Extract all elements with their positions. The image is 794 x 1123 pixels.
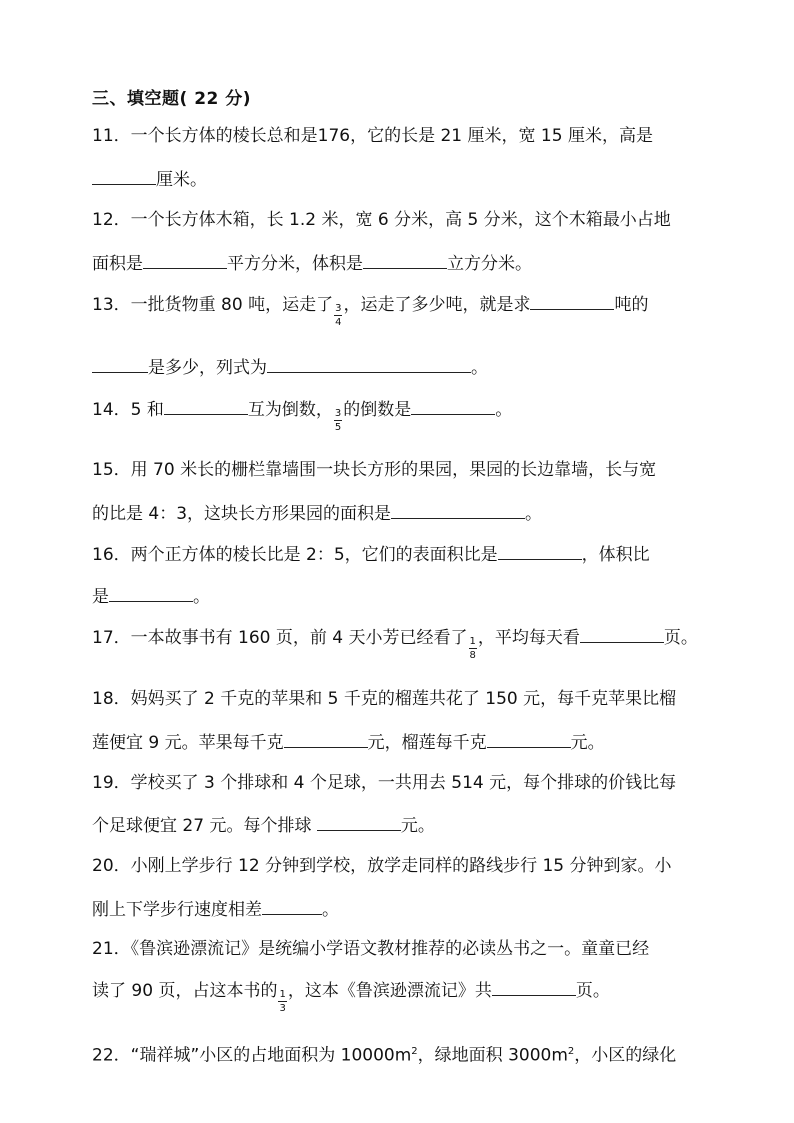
question-19-line-1 [92, 771, 676, 795]
fraction-denominator: 8 [469, 649, 476, 661]
question-20-text-b: 。 [322, 900, 339, 920]
section-title: 三、填空题( 22 分) [92, 89, 252, 109]
answer-blank-16a[interactable] [498, 541, 582, 560]
question-15-line-2 [92, 500, 542, 526]
question-13-text-a: 13．一批货物重 80 吨，运走了 [92, 295, 334, 315]
question-16-line-2 [92, 583, 210, 609]
answer-blank-21[interactable] [492, 977, 576, 996]
question-12-text: 12．一个长方体木箱，长 1.2 米，宽 6 分米，高 5 分米，这个木箱最小占地 [92, 210, 671, 230]
question-13-text-e: 。 [471, 358, 488, 378]
answer-blank-15[interactable] [391, 500, 525, 519]
question-21-line-1 [92, 937, 649, 961]
question-21-text-a: 读了 90 页，占这本书的 [92, 981, 278, 1001]
question-16-line-1 [92, 541, 650, 567]
question-11-text: 11．一个长方体的棱长总和是176，它的长是 21 厘米，宽 15 厘米，高是 [92, 126, 653, 146]
question-12-text-a: 面积是 [92, 254, 143, 274]
question-20-line-2 [92, 896, 339, 922]
question-18-line-2 [92, 729, 605, 755]
question-13-line-1 [92, 291, 649, 328]
question-16-text-a: 16．两个正方体的棱长比是 2：5，它们的表面积比是 [92, 545, 498, 565]
question-12-text-c: 立方分米。 [447, 254, 532, 274]
question-17-text-b: ，平均每天看 [477, 628, 580, 648]
question-15-text-a: 的比是 4：3，这块长方形果园的面积是 [92, 504, 392, 524]
question-20-text-a: 刚上下学步行速度相差 [92, 900, 262, 920]
fraction-1-3 [278, 989, 286, 1014]
answer-blank-18a[interactable] [284, 729, 368, 748]
answer-blank-16b[interactable] [109, 583, 193, 602]
question-11-line-2 [92, 166, 207, 192]
answer-blank-12a[interactable] [143, 250, 227, 269]
fraction-numerator: 1 [469, 635, 476, 647]
fraction-1-8 [469, 636, 477, 661]
question-22-line [92, 1040, 676, 1068]
question-14-text-c: 的倒数是 [343, 400, 412, 420]
answer-blank-13c[interactable] [267, 354, 471, 373]
answer-blank-19[interactable] [317, 812, 401, 831]
fraction-numerator: 1 [279, 988, 286, 1000]
question-14-text-b: 互为倒数， [247, 400, 333, 420]
answer-blank-14b[interactable] [411, 396, 495, 415]
question-21-text-c: 页。 [575, 981, 610, 1001]
answer-blank-13b[interactable] [92, 354, 148, 373]
answer-blank-17[interactable] [580, 624, 664, 643]
fraction-denominator: 4 [335, 316, 342, 328]
fraction-3-4 [334, 303, 342, 328]
question-15-text-b: 。 [525, 504, 543, 524]
question-12-line-1 [92, 208, 671, 232]
question-13-text-d: 是多少，列式为 [148, 358, 267, 378]
question-11-unit: 厘米。 [156, 170, 207, 190]
question-13-line-2 [92, 354, 488, 380]
question-21-text: 21．《鲁滨逊漂流记》是统编小学语文教材推荐的必读丛书之一。童童已经 [92, 939, 650, 959]
question-13-text-b: ，运走了多少吨，就是求 [343, 295, 531, 315]
question-20-line-1 [92, 854, 672, 878]
question-17-text-a: 17．一本故事书有 160 页，前 4 天小芳已经看了 [92, 628, 468, 648]
question-21-line-2 [92, 977, 610, 1014]
question-16-text-b: ，体积比 [581, 545, 650, 565]
question-14-text-a: 14．5 和 [92, 400, 164, 420]
answer-blank-14a[interactable] [164, 396, 248, 415]
answer-blank-13a[interactable] [530, 291, 614, 310]
question-19-text-b: 元。 [400, 816, 435, 836]
question-18-text: 18．妈妈买了 2 千克的苹果和 5 千克的榴莲共花了 150 元，每千克苹果比榴 [92, 689, 677, 709]
question-16-text-d: 。 [193, 587, 210, 607]
question-17-text-c: 页。 [663, 628, 698, 648]
fraction-3-5 [334, 408, 342, 433]
question-15-text: 15．用 70 米长的栅栏靠墙围一块长方形的果园，果园的长边靠墙，长与宽 [92, 460, 657, 480]
answer-blank-11[interactable] [92, 166, 156, 185]
question-18-text-b: 元，榴莲每千克 [367, 733, 487, 753]
question-13-text-c: 吨的 [614, 295, 649, 315]
question-15-line-1 [92, 458, 656, 482]
question-18-text-c: 元。 [570, 733, 605, 753]
question-18-text-a: 莲便宜 9 元。苹果每千克 [92, 733, 284, 753]
question-14-text-d: 。 [495, 400, 513, 420]
question-12-line-2 [92, 250, 532, 276]
question-22-text-a: 22．“瑞祥城”小区的占地面积为 10000m [92, 1045, 412, 1066]
fraction-denominator: 5 [334, 421, 342, 433]
question-19-text: 19．学校买了 3 个排球和 4 个足球，一共用去 514 元，每个排球的价钱比每 [92, 773, 677, 793]
question-19-line-2 [92, 812, 435, 838]
question-14-line [92, 396, 513, 433]
answer-blank-18b[interactable] [487, 729, 571, 748]
superscript: 2 [567, 1046, 575, 1057]
answer-blank-12b[interactable] [363, 250, 447, 269]
question-19-text-a: 个足球便宜 27 元。每个排球 [92, 816, 317, 836]
question-16-text-c: 是 [92, 587, 109, 607]
superscript: 2 [411, 1046, 418, 1057]
question-18-line-1 [92, 687, 676, 711]
question-21-text-b: ，这本《鲁滨逊漂流记》共 [287, 981, 492, 1001]
question-17-line [92, 624, 698, 661]
question-22-text-c: ，小区的绿化 [574, 1045, 677, 1066]
fraction-denominator: 3 [279, 1002, 286, 1014]
fraction-numerator: 3 [334, 407, 342, 419]
question-11-line-1 [92, 124, 653, 148]
question-20-text: 20．小刚上学步行 12 分钟到学校，放学走同样的路线步行 15 分钟到家。小 [92, 856, 672, 876]
question-22-text-b: ，绿地面积 3000m [417, 1045, 568, 1066]
question-12-text-b: 平方分米，体积是 [227, 254, 363, 274]
answer-blank-20[interactable] [262, 896, 322, 915]
fraction-numerator: 3 [335, 302, 342, 314]
